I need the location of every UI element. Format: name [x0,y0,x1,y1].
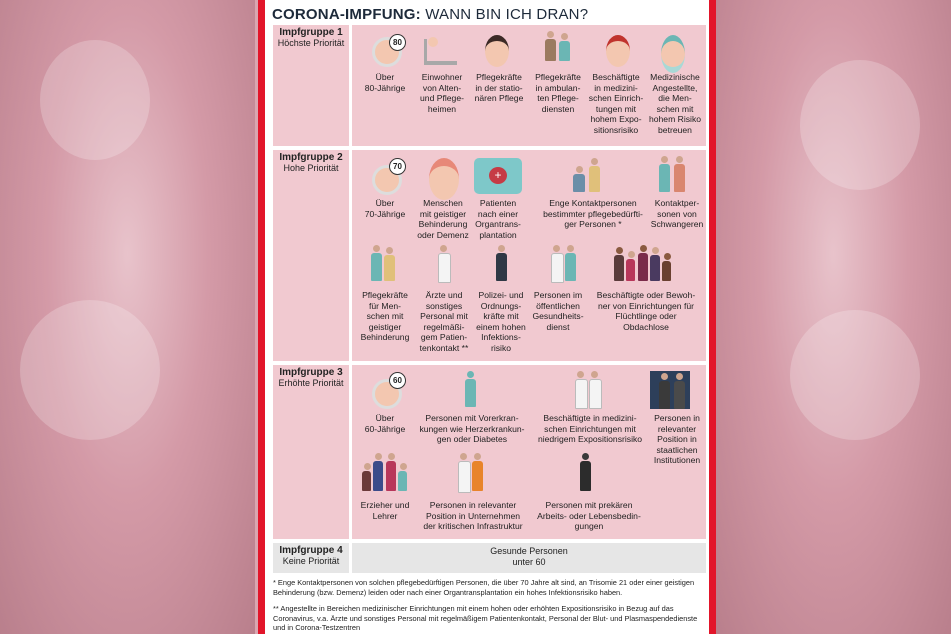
item-label: Patienten nach einer Organtrans- plantation [475,198,521,240]
group-name: Impfgruppe 3 [279,367,343,378]
group-priority: Höchste Priorität [277,38,345,48]
item-label: Enge Kontaktpersonen bestimmter pflegebedürfti- ger Personen * [543,198,643,229]
group-4 [273,543,706,573]
item-label: Personen mit prekären Arbeits- oder Lebensbedin- gungen [537,500,641,531]
group-label-panel [273,543,349,573]
group-name: Impfgruppe 2 [279,152,343,163]
item-label: Personen in relevanter Position in staatlichen Institutionen [653,413,701,465]
teachers-children-icon [362,453,412,493]
group-priority: Erhöhte Priorität [278,378,344,388]
group-2 [273,150,706,361]
brain-head-icon [429,158,459,200]
group-items-panel [352,25,706,146]
item-label: Pflegekräfte für Men- schen mit geistiger Behinderung [360,290,410,342]
group-label-panel [273,150,349,361]
precarious-worker-icon [578,453,594,493]
item-label: Personen im öffentlichen Gesundheits- dienst [532,290,584,332]
item-label: Erzieher und Lehrer [360,500,410,521]
group-label-panel [273,25,349,146]
group-3 [273,365,706,539]
item-label: Beschäftigte in medizini- schen Einrich- tungen mit hohem Expo- sitionsrisiko [588,72,644,135]
ambulant-nurse-icon [544,31,574,65]
footnote-2: ** Angestellte in Bereichen medizinischer Einrichtungen mit einem hohen oder erhöhten Expositionsrisiko in Bezug auf das Coronavirus, v.a. Ärzte und sonstiges Personal mit regelmäßigem Patientenkontakt, Personal der Blut- und Plasmaspendedienste und in Corona-Testzentren [273,604,698,632]
preexisting-condition-person-icon [463,371,479,409]
group-1 [273,25,706,146]
group-name: Impfgruppe 4 [279,545,343,556]
disability-caregiver-icon [370,245,400,283]
group-name: Impfgruppe 1 [279,27,343,38]
police-officer-icon [494,245,510,283]
nurse-icon [485,35,509,67]
background-blur-blob [40,40,150,160]
item-label: Polizei- und Ordnungs- kräfte mit einem hohen Infektions- risiko [476,290,526,353]
background-blur-blob [790,310,920,440]
item-label: Personen in relevanter Position in Unternehmen der kritischen Infrastruktur [423,500,523,531]
age-badge: 60 [389,372,406,389]
group-items-panel [352,150,706,361]
item-label: Pflegekräfte in der statio- nären Pflege [474,72,524,103]
medical-staff-icon [574,371,604,409]
item-label: Über 60-Jährige [364,413,406,434]
group-priority: Hohe Priorität [283,163,339,173]
public-health-worker-icon [550,245,580,283]
masked-medic-icon [661,35,685,73]
official-persons-icon [657,373,691,409]
group-priority: Keine Priorität [282,556,340,566]
footnote-1: * Enge Kontaktpersonen von solchen pflegebedürftigen Personen, die über 70 Jahre alt sind, an Trisomie 21 oder einer geistigen Behinderung (bzw. Demenz) leiden oder nach einer Organtransplantation ein hohes Infektionsrisiko haben. [273,578,695,597]
item-label: Personen mit Vorerkran- kungen wie Herzerkrankun- gen oder Diabetes [419,413,525,444]
group-label-panel [273,365,349,539]
title-bold: CORONA-IMPFUNG: [272,6,421,23]
background-blur-blob [20,300,160,440]
item-label: Medizinische Angestellte, die Men- schen mit hohem Risiko betreuen [648,72,702,135]
doctor-icon [436,245,452,283]
medical-worker-icon [606,35,630,67]
group-items-panel [352,543,706,573]
heart-cross-icon: + [489,167,507,184]
item-label: Über 70-Jährige [364,198,406,219]
item-label: Einwohner von Alten- und Pflege- heimen [420,72,464,114]
group-items-panel [352,365,706,539]
infrastructure-workers-icon [457,453,487,493]
item-label: Beschäftigte in medizini- schen Einrichtungen mit niedrigem Expositionsrisiko [537,413,643,444]
pregnant-contact-icon [657,156,691,194]
refugee-group-icon [614,245,674,283]
age-badge: 70 [389,158,406,175]
background-blur-blob [800,60,920,190]
item-label: Über 80-Jährige [364,72,406,93]
page-title [272,6,588,23]
age-badge: 80 [389,34,406,51]
item-label: Menschen mit geistiger Behinderung oder Demenz [417,198,469,240]
item-label: Pflegekräfte in ambulan- ten Pflege- diensten [535,72,581,114]
item-label: Kontaktper- sonen von Schwangeren [650,198,704,229]
item-label: Ärzte und sonstiges Personal mit regelmäßi- gem Patien- tenkontakt ** [419,290,469,353]
item-label: Gesunde Personen unter 60 [490,546,568,567]
resident-head-icon [428,37,438,47]
caregiver-group-icon [570,158,610,194]
item-label: Beschäftigte oder Bewoh- ner von Einrichtungen für Flüchtlinge oder Obdachlose [596,290,696,332]
title-rest: WANN BIN ICH DRAN? [420,6,589,23]
